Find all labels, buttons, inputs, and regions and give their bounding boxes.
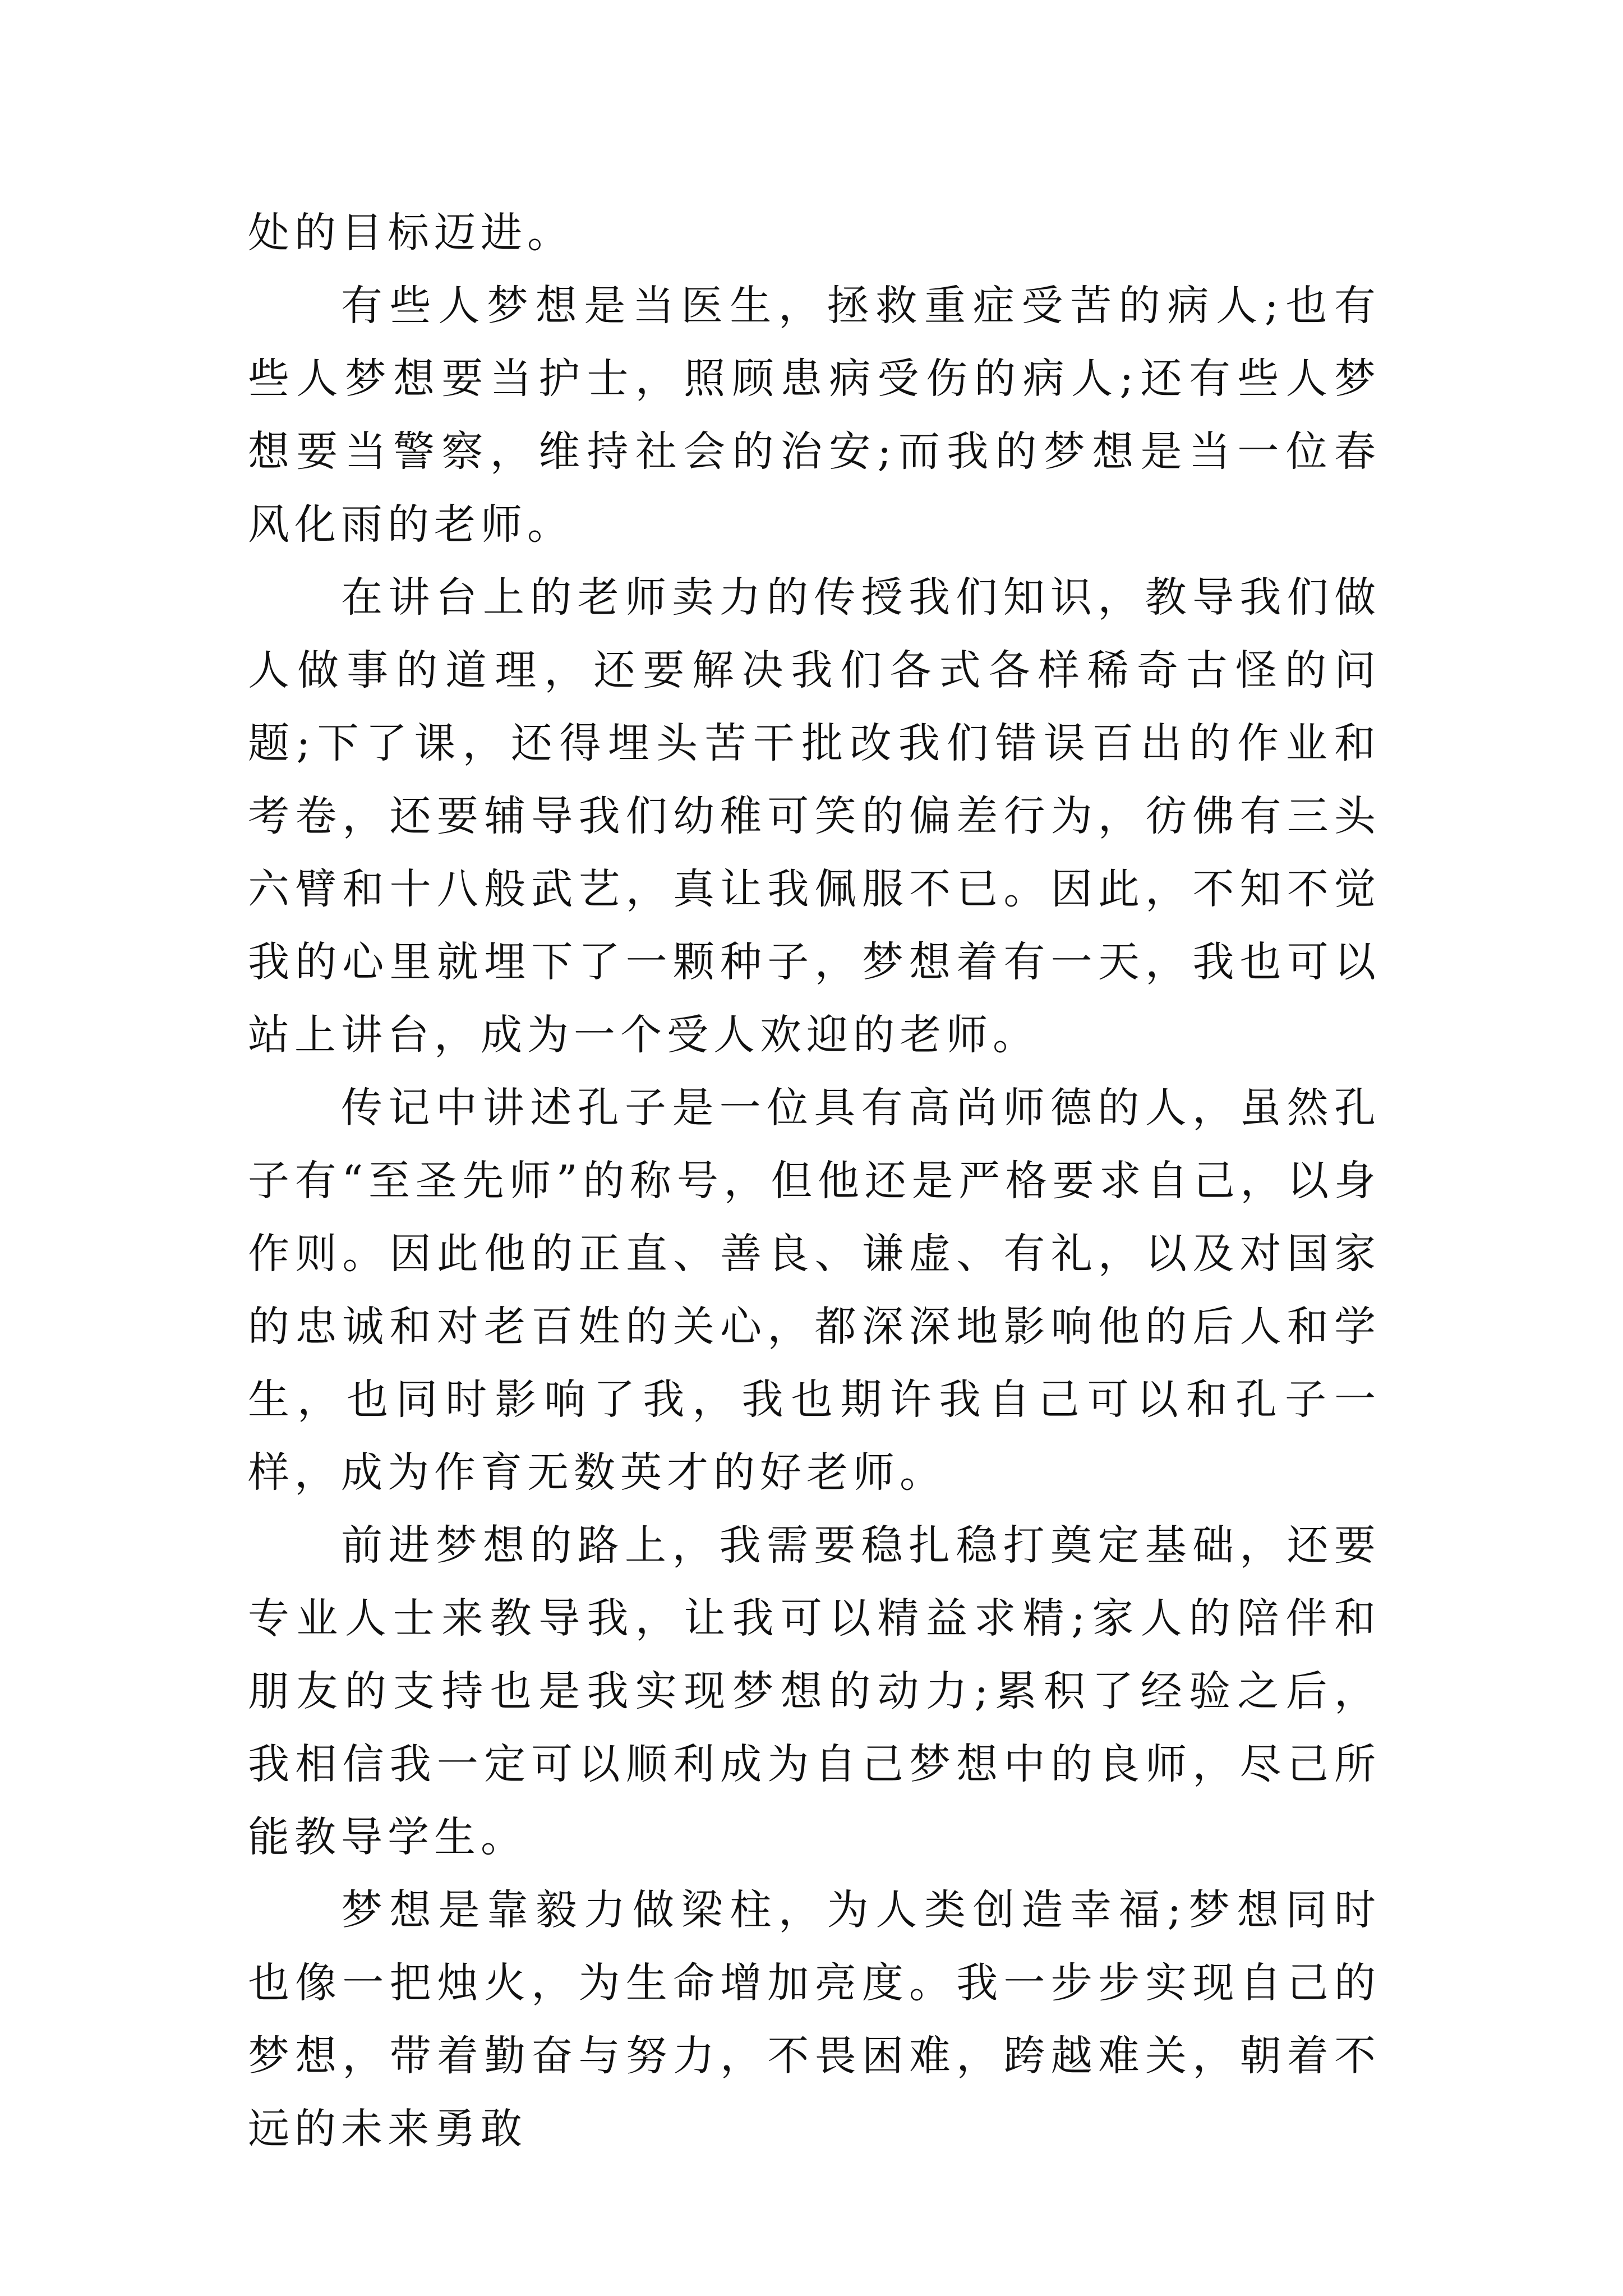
paragraph-2: 有些人梦想是当医生，拯救重症受苦的病人;也有些人梦想要当护士，照顾患病受伤的病人;还有些人梦想要当警察，维持社会的治安;而我的梦想是当一位春风化雨的老师。 xyxy=(248,282,1381,549)
paragraph-4: 传记中讲述孔子是一位具有高尚师德的人，虽然孔子有“至圣先师”的称号，但他还是严格要求自己，以身作则。因此他的正直、善良、谦虚、有礼，以及对国家的忠诚和对老百姓的关心，都深深地影响他的后人和学生，也同时影响了我，我也期许我自己可以和孔子一样，成为作育无数英才的好老师。 xyxy=(248,1084,1381,1497)
body-text xyxy=(248,196,1381,2165)
paragraph-3: 在讲台上的老师卖力的传授我们知识，教导我们做人做事的道理，还要解决我们各式各样稀奇古怪的问题;下了课，还得埋头苦干批改我们错误百出的作业和考卷，还要辅导我们幼稚可笑的偏差行为，彷佛有三头六臂和十八般武艺，真让我佩服不已。因此，不知不觉我的心里就埋下了一颗种子，梦想着有一天，我也可以站上讲台，成为一个受人欢迎的老师。 xyxy=(248,573,1381,1059)
paragraph-5: 前进梦想的路上，我需要稳扎稳打奠定基础，还要专业人士来教导我，让我可以精益求精;家人的陪伴和朋友的支持也是我实现梦想的动力;累积了经验之后，我相信我一定可以顺利成为自己梦想中的良师，尽己所能教导学生。 xyxy=(248,1521,1381,1861)
paragraph-1: 处的目标迈进。 xyxy=(248,209,574,257)
paragraph-6: 梦想是靠毅力做梁柱，为人类创造幸福;梦想同时也像一把烛火，为生命增加亮度。我一步步实现自己的梦想，带着勤奋与努力，不畏困难，跨越难关，朝着不远的未来勇敢 xyxy=(248,1886,1381,2153)
